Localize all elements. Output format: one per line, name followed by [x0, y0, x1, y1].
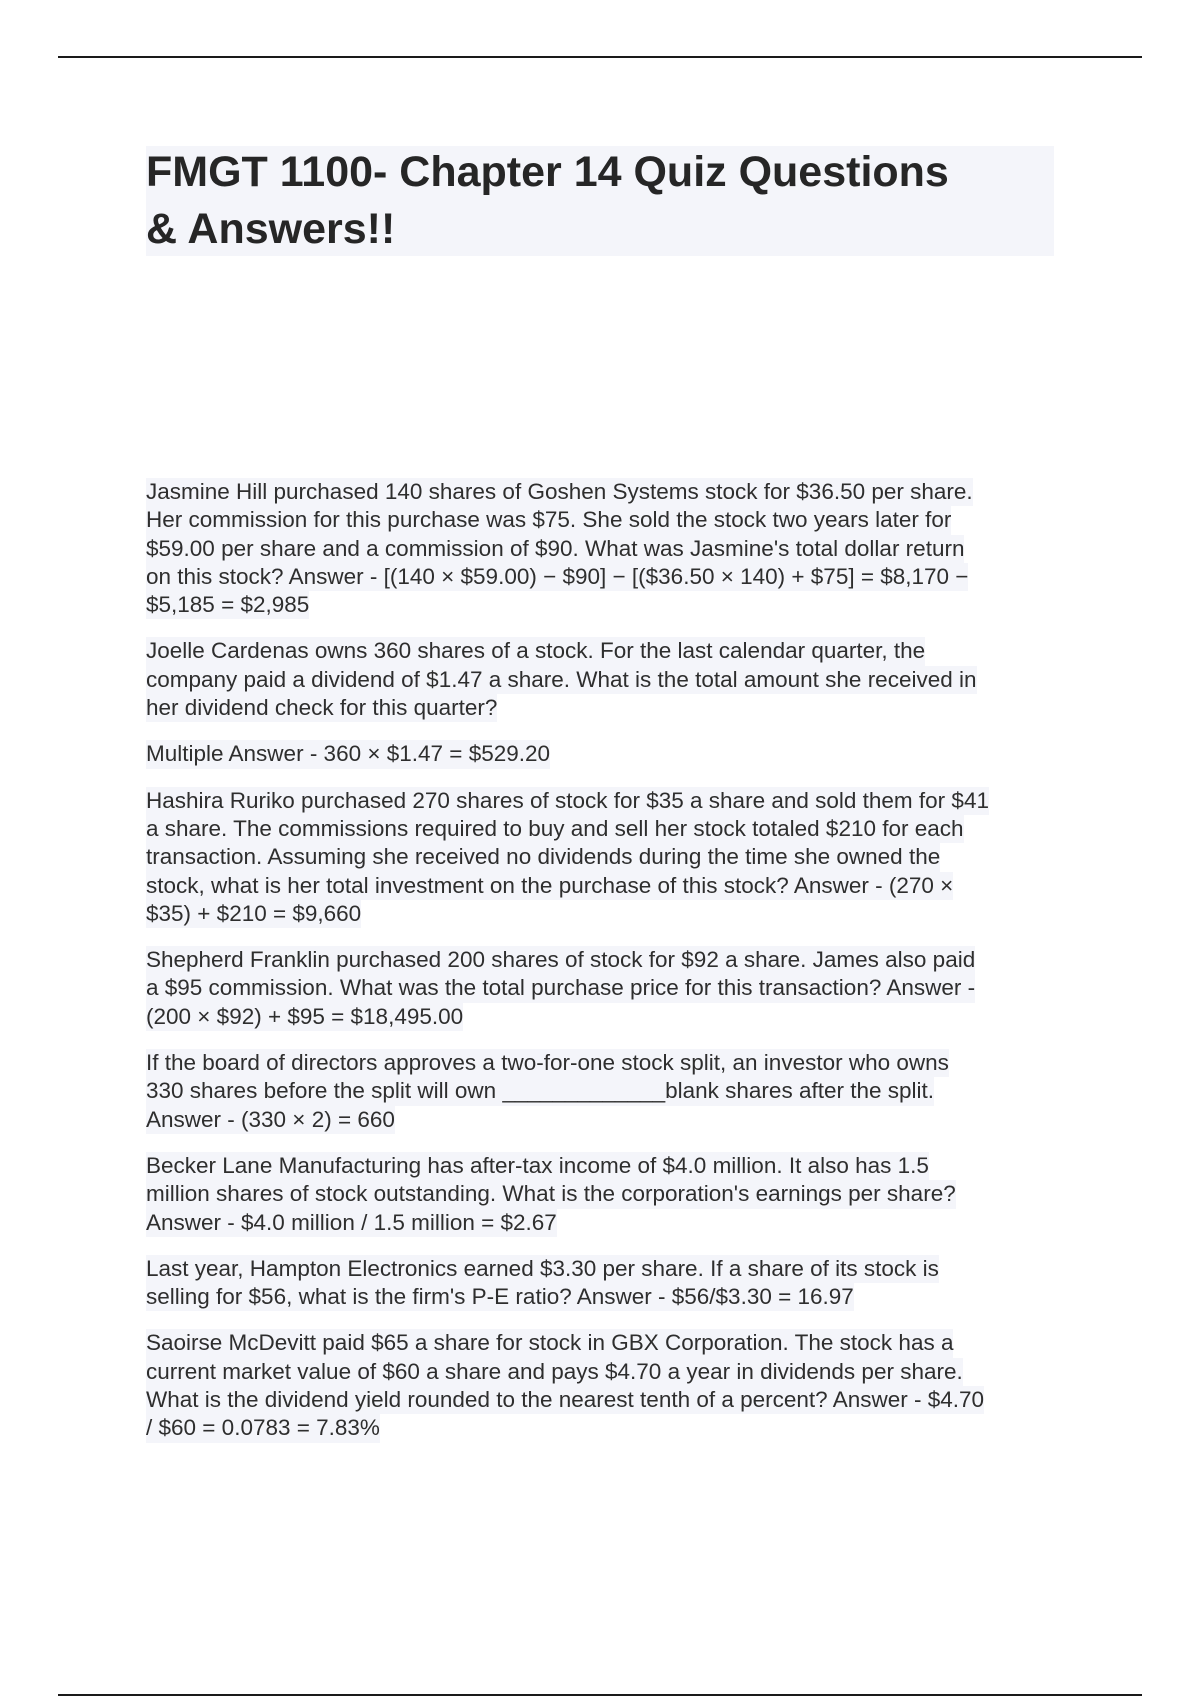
qa-line: on this stock? Answer - [(140 × $59.00) − $90] − [($36.50 × 140) + $75] = $8,170 −	[146, 563, 968, 591]
qa-line: Multiple Answer - 360 × $1.47 = $529.20	[146, 740, 550, 768]
qa-line: Jasmine Hill purchased 140 shares of Goshen Systems stock for $36.50 per share.	[146, 478, 973, 506]
qa-line: (200 × $92) + $95 = $18,495.00	[146, 1003, 463, 1031]
qa-line: Answer - (330 × 2) = 660	[146, 1106, 395, 1134]
qa-item	[146, 637, 1066, 722]
qa-item	[146, 787, 1066, 928]
qa-line: Shepherd Franklin purchased 200 shares of stock for $92 a share. James also paid	[146, 946, 975, 974]
qa-line: Hashira Ruriko purchased 270 shares of stock for $35 a share and sold them for $41	[146, 787, 989, 815]
qa-line: Answer - $4.0 million / 1.5 million = $2.67	[146, 1209, 557, 1237]
qa-line: Her commission for this purchase was $75. She sold the stock two years later for	[146, 506, 951, 534]
qa-line: If the board of directors approves a two-for-one stock split, an investor who owns	[146, 1049, 949, 1077]
qa-line: million shares of stock outstanding. What is the corporation's earnings per share?	[146, 1180, 956, 1208]
qa-item	[146, 740, 1066, 768]
qa-item	[146, 1329, 1066, 1442]
qa-line: What is the dividend yield rounded to the nearest tenth of a percent? Answer - $4.70	[146, 1386, 984, 1414]
page-title	[146, 144, 1058, 258]
qa-line: 330 shares before the split will own _____________blank shares after the split.	[146, 1077, 934, 1105]
qa-line: a $95 commission. What was the total purchase price for this transaction? Answer -	[146, 974, 975, 1002]
qa-line: current market value of $60 a share and pays $4.70 a year in dividends per share.	[146, 1358, 963, 1386]
qa-line: transaction. Assuming she received no dividends during the time she owned the	[146, 843, 940, 871]
qa-line: selling for $56, what is the firm's P-E ratio? Answer - $56/$3.30 = 16.97	[146, 1283, 854, 1311]
qa-item	[146, 1049, 1066, 1134]
qa-item	[146, 1152, 1066, 1237]
qa-line: her dividend check for this quarter?	[146, 694, 497, 722]
qa-line: $5,185 = $2,985	[146, 591, 309, 619]
qa-line: Last year, Hampton Electronics earned $3.30 per share. If a share of its stock is	[146, 1255, 939, 1283]
qa-line: Saoirse McDevitt paid $65 a share for stock in GBX Corporation. The stock has a	[146, 1329, 953, 1357]
qa-line: stock, what is her total investment on the purchase of this stock? Answer - (270 ×	[146, 872, 953, 900]
qa-item	[146, 946, 1066, 1031]
qa-line: $59.00 per share and a commission of $90. What was Jasmine's total dollar return	[146, 535, 964, 563]
footer-rule	[58, 1694, 1142, 1696]
qa-item	[146, 1255, 1066, 1312]
qa-line: Joelle Cardenas owns 360 shares of a stock. For the last calendar quarter, the	[146, 637, 925, 665]
title-line-1: FMGT 1100- Chapter 14 Quiz Questions	[146, 148, 949, 196]
qa-line: / $60 = 0.0783 = 7.83%	[146, 1414, 380, 1442]
qa-line: company paid a dividend of $1.47 a share. What is the total amount she received in	[146, 666, 977, 694]
qa-list	[146, 478, 1066, 1461]
qa-item	[146, 478, 1066, 619]
qa-line: Becker Lane Manufacturing has after-tax income of $4.0 million. It also has 1.5	[146, 1152, 929, 1180]
qa-line: a share. The commissions required to buy and sell her stock totaled $210 for each	[146, 815, 964, 843]
qa-line: $35) + $210 = $9,660	[146, 900, 361, 928]
title-line-2: & Answers!!	[146, 205, 396, 253]
header-rule	[58, 56, 1142, 58]
